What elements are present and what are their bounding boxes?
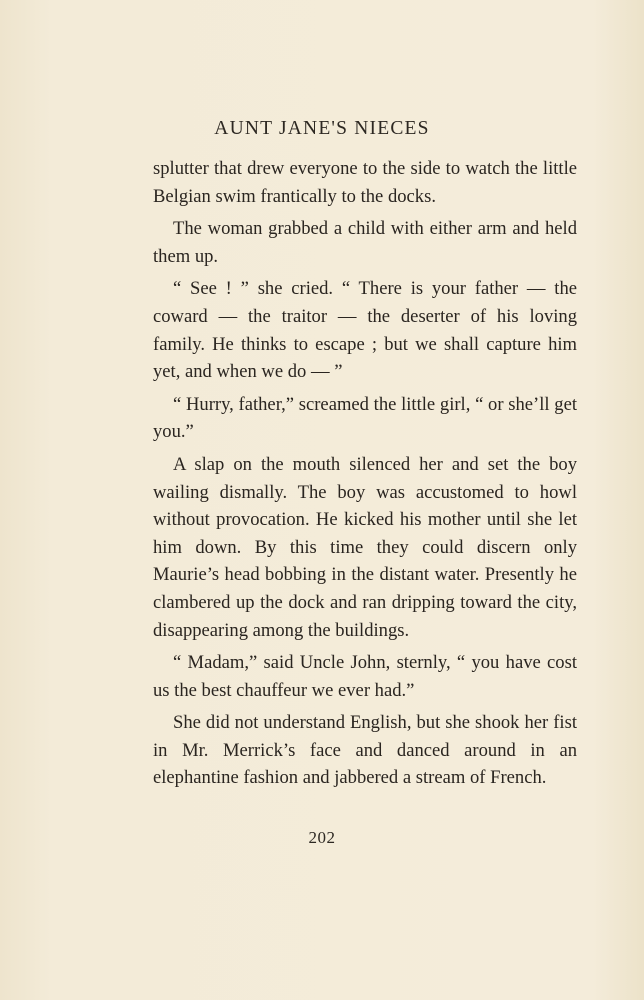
- paragraph: The woman grabbed a child with either arm and held them up.: [153, 218, 577, 267]
- paragraph: splutter that drew everyone to the side to watch the little Belgian swim frantically to the docks.: [153, 158, 577, 207]
- body-text: [153, 155, 577, 797]
- page-number: 202: [308, 828, 336, 847]
- paragraph: “ Hurry, father,” screamed the little girl, “ or she’ll get you.”: [153, 393, 577, 443]
- paragraph: She did not understand English, but she shook her fist in Mr. Merrick’s face and danced around in an elephantine fashion and jabbered a stream of French.: [153, 712, 577, 789]
- paragraph: “ See ! ” she cried. “ There is your father — the coward — the traitor — the deserter of his loving family. He thinks to escape ; but we shall capture him yet, and when we do — ”: [153, 278, 577, 383]
- paragraph: A slap on the mouth silenced her and set the boy wailing dismally. The boy was accustomed to howl without provocation. He kicked his mother until she let him down. By this time they could discern only Maurie’s head bobbing in the distant water. Presently he clambered up the dock and ran dripping toward the city, disappearing among the buildings.: [153, 453, 577, 641]
- paragraph: “ Madam,” said Uncle John, sternly, “ you have cost us the best chauffeur we ever had.”: [153, 652, 577, 701]
- running-header: AUNT JANE'S NIECES: [214, 118, 430, 139]
